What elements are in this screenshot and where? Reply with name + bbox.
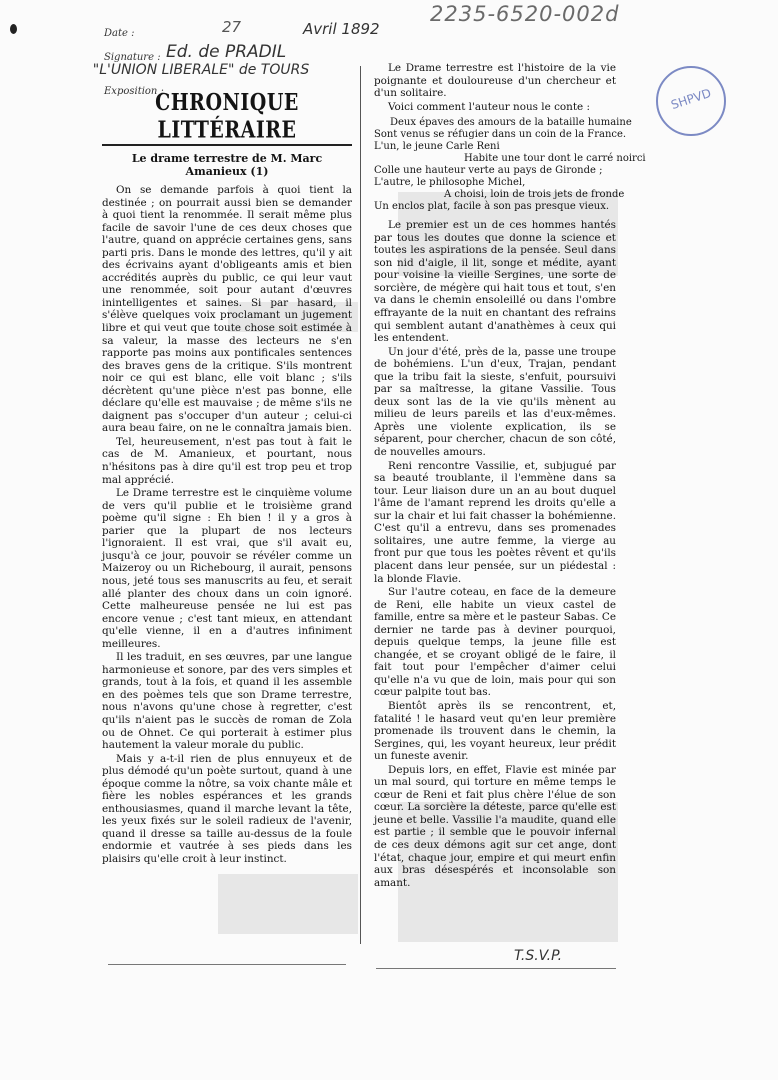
right-paragraph-6: Depuis lors, en effet, Flavie est minée par un mal sourd, qui torture en même temps le cœur de Reni et fait plus chère l'élue de son cœur. La sorcière la déteste, parce qu'elle est jeune et belle. Vassilie l'a maudite, quand elle est partie ; il semble que le pouvoir infernal de ces deux démons agit sur cet ange, dont l'état, chaque jour, empire et qui meurt enfin aux bras désespérés et inconsolable son amant. [374, 763, 616, 889]
section-title: CHRONIQUE LITTÉRAIRE [155, 88, 299, 144]
publication-handwritten: "L'UNION LIBERALE" de TOURS [92, 62, 310, 78]
left-paragraph-1: On se demande parfois à quoi tient la destinée ; on pourrait aussi bien se demander à quoi tient la renommée. Il serait même plus facile de savoir l'une de ces deux choses que l'autre, quand on apprécie certaines gens, sans parti pris. Dans le monde des lettres, qu'il y ait des écrivains ayant d'obligeants amis et bien accrédités auprès du public, ce qui leur vaut une renommée, soit pour autant d'œuvres inintelligentes et saines. Si par hasard, il s'élève quelques voix proclamant un jugement libre et qui veut que toute chose soit estimée à sa valeur, la masse des lecteurs ne s'en rapporte pas moins aux pontificales sentences des braves gens de la critique. S'ils montrent noir ce qui est blanc, elle voit blanc ; s'ils décrètent qu'une pièce n'est pas bonne, elle déclare qu'elle est mauvaise ; de même s'ils ne daignent pas s'occuper d'un auteur ; celui-ci aura beau faire, on ne le connaîtra jamais bien. [102, 184, 352, 435]
right-intro: Le Drame terrestre est l'histoire de la vie poignante et douloureuse d'un chercheur et d'un solitaire. [374, 62, 616, 100]
poem-line: Un enclos plat, facile à son pas presque vieux. [374, 201, 610, 213]
poem-line: L'un, le jeune Carle Reni [374, 141, 500, 153]
turn-over-note: T.S.V.P. [514, 948, 563, 964]
left-column-bottom-rule [108, 964, 346, 965]
stamp-text: SHPVD [669, 85, 713, 113]
title-rule [102, 144, 352, 146]
signature-handwritten: Ed. de PRADIL [166, 42, 287, 62]
right-paragraph-2: Un jour d'été, près de la, passe une troupe de bohémiens. L'un d'eux, Trajan, pendant que la tribu fait la sieste, s'enfuit, poursuivi par sa maîtresse, la gitane Vassilie. Tous deux sont las de la vie qu'ils mènent au milieu de leurs pareils et las d'eux-mêmes. Après une violente explication, ils se séparent, pour chercher, chacun de son côté, de nouvelles amours. [374, 345, 616, 459]
left-paragraph-5: Mais y a-t-il rien de plus ennuyeux et de plus démodé qu'un poète surtout, quand à une époque comme la nôtre, sa voix chante mâle et fière les nobles espérances et les grands enthousiasmes, quand il marche levant la tête, les yeux fixés sur le soleil radieux de l'avenir, quand il dresse sa taille au-dessus de la foule endormie et vautrée à ses pieds dans les plaisirs qu'elle croit à leur instinct. [102, 752, 352, 865]
shpvd-stamp [656, 66, 726, 136]
right-column [374, 62, 646, 942]
poem-line: Colle une hauteur verte au pays de Gironde ; [374, 165, 603, 177]
right-paragraph-4: Sur l'autre coteau, en face de la demeure de Reni, elle habite un vieux castel de famille, entre sa mère et le pasteur Sabas. Ce dernier ne tarde pas à deviner pourquoi, depuis quelque temps, la jeune fille est changée, et se croyant obligé de le faire, il fait tout pour l'empêcher d'aimer celui qu'elle n'a vu que de loin, mais pour qui son cœur palpite tout bas. [374, 586, 616, 699]
archive-reference: 2235-6520-002d [430, 2, 620, 26]
signature-label: Signature : [104, 52, 161, 63]
right-paragraph-1: Le premier est un de ces hommes hantés par tous les doutes que donne la science et toutes les aspirations de la pensée. Seul dans son nid d'aigle, il lit, songe et médite, ayant pour voisine la vieille Sergines, une sorte de sorcière, de mégère qui hait tous et tout, s'en va dans le chemin ensoleillé ou dans l'ombre effrayante de la nuit en chantant des refrains qui semblent autant d'anathèmes à ceux qui les entendent. [374, 219, 616, 345]
poem-line: L'autre, le philosophe Michel, [374, 177, 526, 189]
exposition-label: Exposition : [104, 86, 164, 97]
right-paragraph-5: Bientôt après ils se rencontrent, et, fatalité ! le hasard veut qu'en leur première promenade ils trouvent dans le chemin, la Sergines, qui, les voyant heureux, leur prédit un funeste avenir. [374, 699, 616, 763]
poem-line: Habite une tour dont le carré noirci [464, 153, 646, 165]
left-paragraph-2: Tel, heureusement, n'est pas tout à fait le cas de M. Amanieux, et pourtant, nous n'hésitons pas à dire qu'il est trop peu et trop mal apprécié. [102, 435, 352, 486]
poem-excerpt [374, 117, 646, 213]
poem-line: Sont venus se réfugier dans un coin de la France. [374, 129, 627, 141]
left-paragraph-3: Le Drame terrestre est le cinquième volume de vers qu'il publie et le troisième grand poème qu'il signe : Eh bien ! il y a gros à parier que la plupart de nos lecteurs l'ignoraient. Il est vrai, que s'il avait eu, jusqu'à ce jour, pouvoir se révéler comme un Maizeroy ou un Richebourg, il aurait, pensons nous, jeté tous ses manuscrits au feu, et serait allé planter des choux dans un coin ignoré. Cette malheureuse pensée ne lui est pas encore venue ; c'est tant mieux, en attendant qu'elle vienne, il en a d'autres infiniment meilleures. [102, 487, 352, 650]
column-divider [360, 66, 361, 944]
newspaper-clipping [98, 62, 646, 972]
date-handwritten: 27 [222, 18, 242, 36]
right-paragraph-3: Reni rencontre Vassilie, et, subjugué par sa beauté troublante, il l'emmène dans sa tour. Leur liaison dure un an au bout duquel l'âme de l'amant reprend les droits qu'elle a sur la chair et lui fait chasser la bohémienne. C'est qu'il a entrevu, dans ses promenades solitaires, une autre femme, la vierge au front pur que tous les poètes rêvent et qu'ils placent dans leur pensée, sur un piédestal : la blonde Flavie. [374, 459, 616, 585]
right-column-bottom-rule [376, 968, 616, 969]
punch-hole-mark [10, 24, 17, 34]
poem-line: A choisi, loin de trois jets de fronde [444, 189, 625, 201]
poem-line: Deux épaves des amours de la bataille humaine [390, 117, 632, 129]
article-heading: Le drame terrestre de M. Marc Amanieux (1) [131, 152, 323, 178]
month-year-handwritten: Avril 1892 [303, 20, 380, 38]
right-intro-2: Voici comment l'auteur nous le conte : [388, 100, 590, 113]
left-paragraph-4: Il les traduit, en ses œuvres, par une langue harmonieuse et sonore, par des vers simples et grands, tout à la fois, et quand il les assemble en des poèmes tels que son Drame terrestre, nous n'avons qu'une chose à regretter, c'est qu'ils n'aient pas le succès de roman de Zola ou de Ohnet. Ce qui porterait à estimer plus hautement la valeur morale du public. [102, 651, 352, 752]
date-label: Date : [104, 28, 135, 39]
